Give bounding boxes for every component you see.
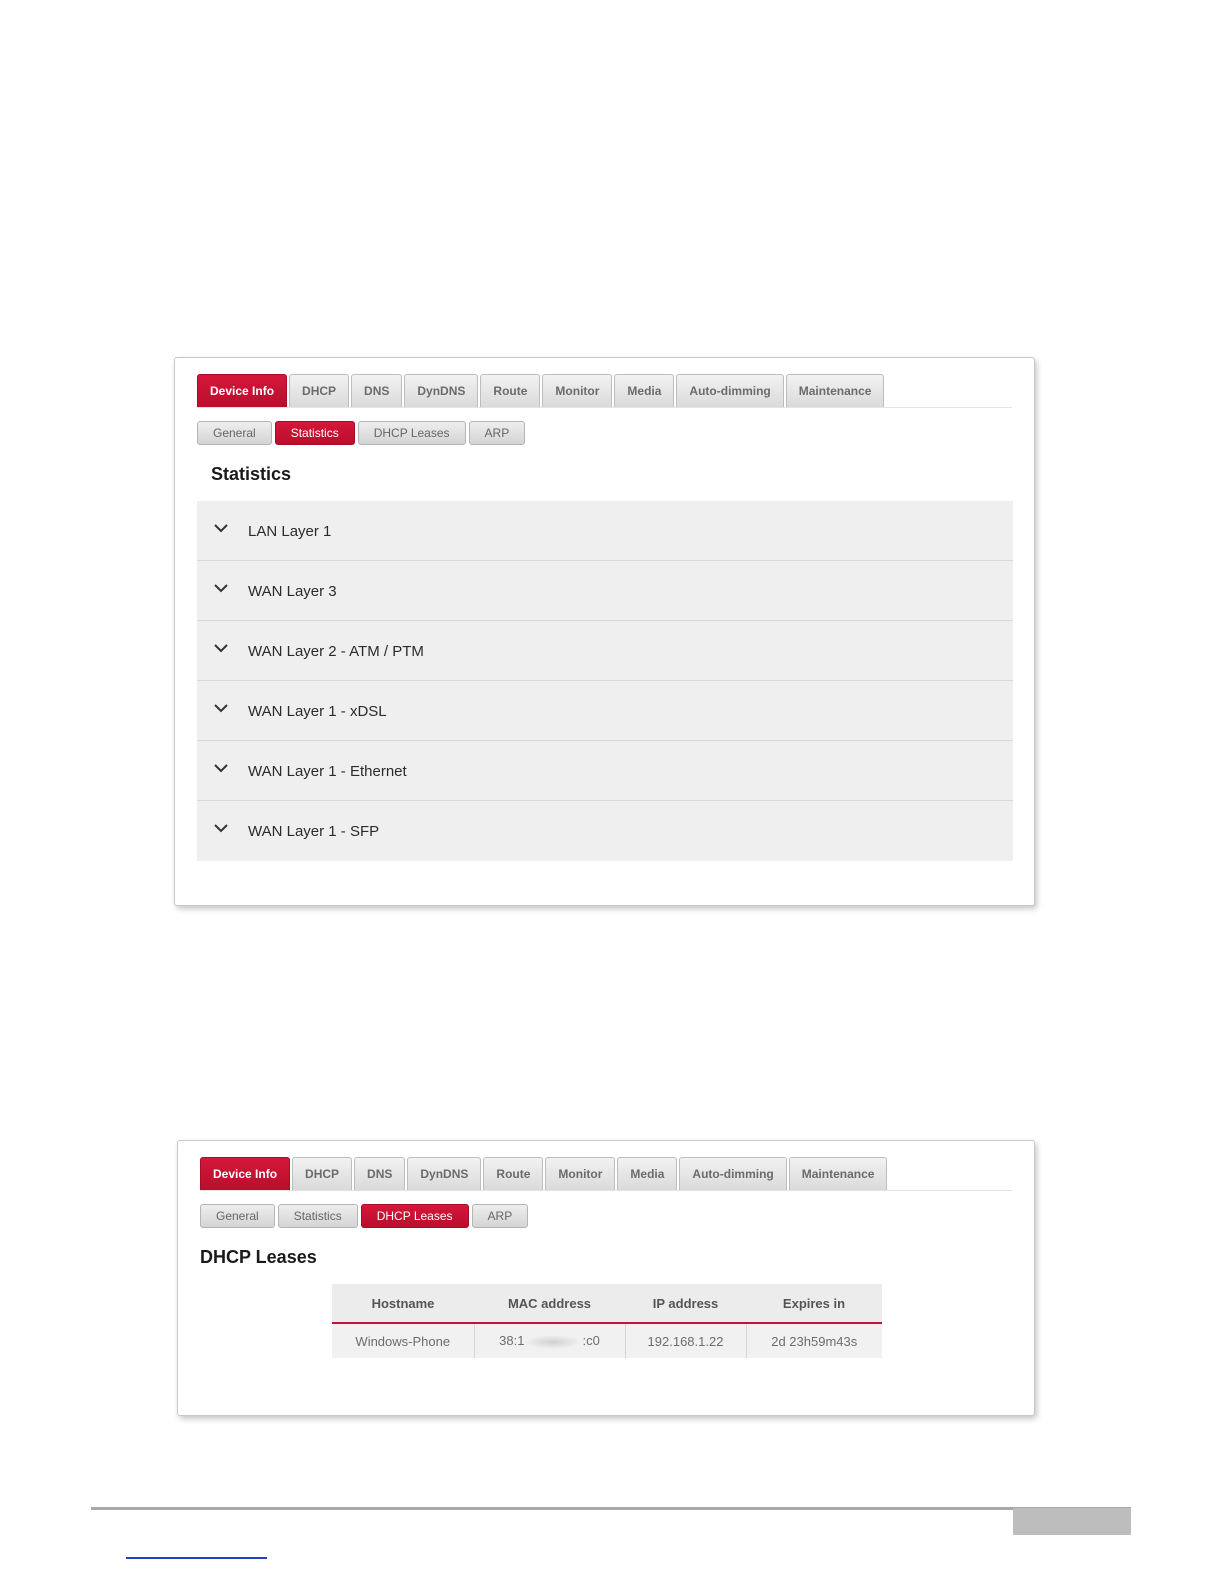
tab-dyndns[interactable]: DynDNS [404,374,478,407]
footer-page-box [1013,1508,1131,1535]
tab-monitor[interactable]: Monitor [542,374,612,407]
accordion-wan-layer-1-sfp[interactable] [197,801,1013,861]
column-header-hostname: Hostname [332,1284,474,1323]
accordion-wan-layer-2[interactable] [197,621,1013,681]
statistics-panel [174,357,1035,906]
tab-route[interactable]: Route [483,1157,543,1190]
mac-end: :c0 [582,1333,600,1349]
chevron-down-icon [214,703,228,713]
accordion-label: LAN Layer 1 [248,523,332,540]
footer-divider [91,1507,1131,1510]
cell-hostname: Windows-Phone [332,1323,474,1358]
column-header-ip: IP address [625,1284,746,1323]
tab-media[interactable]: Media [617,1157,677,1190]
tab-media[interactable]: Media [614,374,674,407]
subtab-arp[interactable]: ARP [469,421,526,445]
chevron-down-icon [214,583,228,593]
page-title: DHCP Leases [200,1247,317,1267]
tab-maintenance[interactable]: Maintenance [786,374,885,407]
cell-ip: 192.168.1.22 [625,1323,746,1358]
statistics-accordion [197,501,1013,861]
footer-link-underline[interactable] [126,1557,267,1559]
tab-auto-dimming[interactable]: Auto-dimming [679,1157,786,1190]
dhcp-leases-panel [177,1140,1035,1416]
tab-auto-dimming[interactable]: Auto-dimming [676,374,783,407]
page-title: Statistics [211,464,292,484]
subtab-dhcp-leases[interactable]: DHCP Leases [361,1204,469,1228]
sub-tab-bar [200,1204,528,1228]
subtab-statistics[interactable]: Statistics [278,1204,358,1228]
chevron-down-icon [214,823,228,833]
accordion-label: WAN Layer 2 - ATM / PTM [248,643,424,660]
tab-monitor[interactable]: Monitor [545,1157,615,1190]
subtab-general[interactable]: General [197,421,272,445]
accordion-label: WAN Layer 1 - SFP [248,823,380,840]
tab-dns[interactable]: DNS [354,1157,405,1190]
cell-expires: 2d 23h59m43s [746,1323,882,1358]
chevron-down-icon [214,523,228,533]
sub-tab-bar [197,421,525,445]
tab-device-info[interactable]: Device Info [197,374,287,407]
cell-mac [474,1323,625,1358]
tab-device-info[interactable]: Device Info [200,1157,290,1190]
subtab-dhcp-leases[interactable]: DHCP Leases [358,421,466,445]
column-header-expires: Expires in [746,1284,882,1323]
tab-maintenance[interactable]: Maintenance [789,1157,888,1190]
accordion-lan-layer-1[interactable] [197,501,1013,561]
tab-dns[interactable]: DNS [351,374,402,407]
table-row [332,1323,882,1358]
accordion-wan-layer-3[interactable] [197,561,1013,621]
subtab-general[interactable]: General [200,1204,275,1228]
mac-start: 38:1 [499,1333,525,1349]
accordion-wan-layer-1-xdsl[interactable] [197,681,1013,741]
column-header-mac: MAC address [474,1284,625,1323]
tab-dhcp[interactable]: DHCP [289,374,349,407]
redacted-blur [524,1335,582,1349]
table-header-row [332,1284,882,1323]
chevron-down-icon [214,763,228,773]
dhcp-leases-table [332,1284,882,1358]
chevron-down-icon [214,643,228,653]
accordion-label: WAN Layer 1 - xDSL [248,703,387,720]
accordion-wan-layer-1-ethernet[interactable] [197,741,1013,801]
main-tab-bar [197,373,1012,408]
subtab-arp[interactable]: ARP [472,1204,529,1228]
accordion-label: WAN Layer 1 - Ethernet [248,763,407,780]
tab-dhcp[interactable]: DHCP [292,1157,352,1190]
tab-dyndns[interactable]: DynDNS [407,1157,481,1190]
accordion-label: WAN Layer 3 [248,583,337,600]
subtab-statistics[interactable]: Statistics [275,421,355,445]
tab-route[interactable]: Route [480,374,540,407]
main-tab-bar [200,1156,1012,1191]
